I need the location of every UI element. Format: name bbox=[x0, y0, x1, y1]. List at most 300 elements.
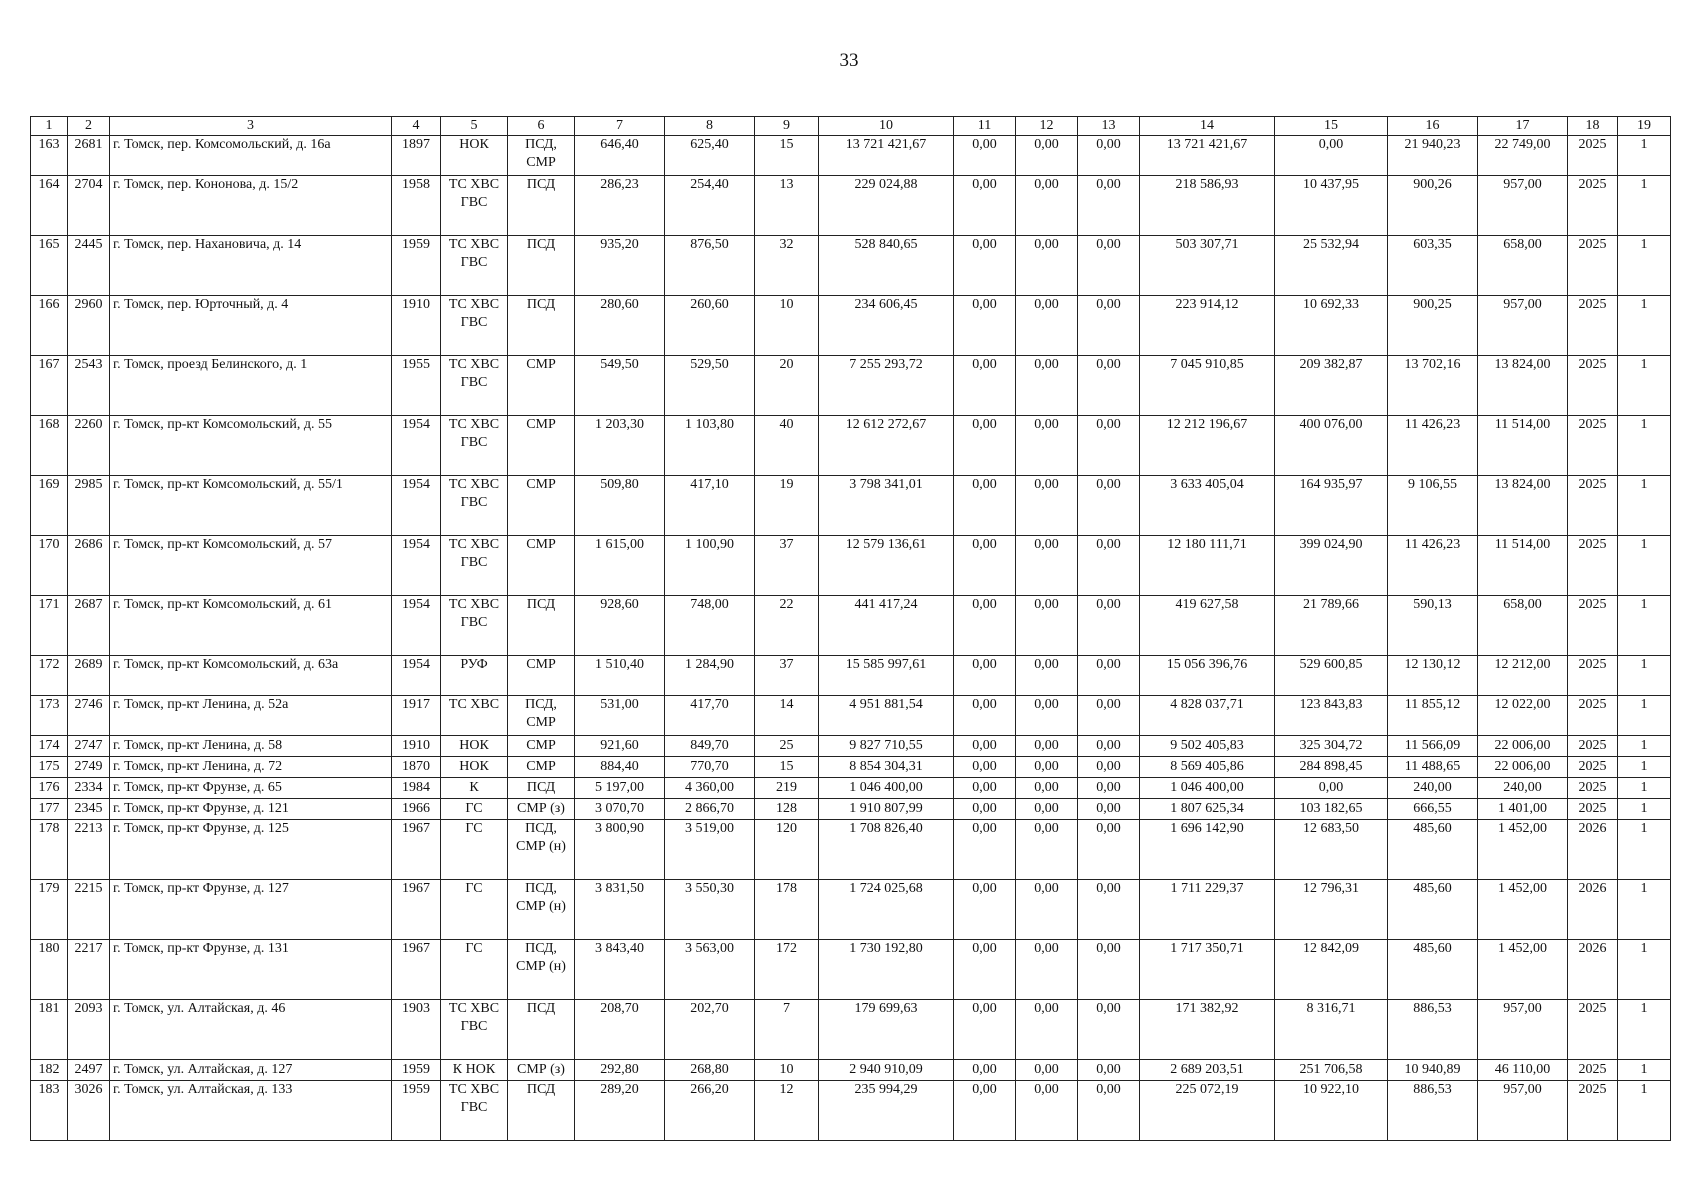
table-cell: 12 683,50 bbox=[1275, 820, 1388, 880]
table-cell: 0,00 bbox=[1275, 136, 1388, 176]
table-cell: 10 940,89 bbox=[1388, 1060, 1478, 1081]
table-cell: 658,00 bbox=[1478, 236, 1568, 296]
header-row bbox=[31, 117, 1671, 136]
table-cell: 234 606,45 bbox=[819, 296, 954, 356]
table-cell: 2686 bbox=[68, 536, 110, 596]
table-cell: 1 910 807,99 bbox=[819, 799, 954, 820]
address-cell: г. Томск, пр-кт Ленина, д. 52а bbox=[110, 696, 392, 736]
address-cell: г. Томск, пер. Нахановича, д. 14 bbox=[110, 236, 392, 296]
table-cell: 0,00 bbox=[1016, 596, 1078, 656]
table-cell: 1 bbox=[1618, 1081, 1671, 1141]
table-cell: 1966 bbox=[392, 799, 441, 820]
table-cell: 1 807 625,34 bbox=[1140, 799, 1275, 820]
table-cell: 280,60 bbox=[575, 296, 665, 356]
table-cell: ГС bbox=[441, 799, 508, 820]
table-cell: 957,00 bbox=[1478, 1081, 1568, 1141]
table-cell: 1 615,00 bbox=[575, 536, 665, 596]
table-cell: ТС ХВС ГВС bbox=[441, 236, 508, 296]
address-cell: г. Томск, ул. Алтайская, д. 133 bbox=[110, 1081, 392, 1141]
table-cell: 260,60 bbox=[665, 296, 755, 356]
table-cell: 2260 bbox=[68, 416, 110, 476]
table-cell: 11 426,23 bbox=[1388, 416, 1478, 476]
table-cell: 2445 bbox=[68, 236, 110, 296]
table-cell: 1954 bbox=[392, 656, 441, 696]
table-cell: 2093 bbox=[68, 1000, 110, 1060]
table-cell: 284 898,45 bbox=[1275, 757, 1388, 778]
table-cell: 0,00 bbox=[1078, 778, 1140, 799]
table-cell: 1 100,90 bbox=[665, 536, 755, 596]
table-cell: 0,00 bbox=[1016, 656, 1078, 696]
table-cell: 0,00 bbox=[1016, 176, 1078, 236]
table-cell: 1 bbox=[1618, 656, 1671, 696]
table-cell: 12 212 196,67 bbox=[1140, 416, 1275, 476]
table-cell: 172 bbox=[755, 940, 819, 1000]
table-cell: 15 585 997,61 bbox=[819, 656, 954, 696]
table-cell: 1903 bbox=[392, 1000, 441, 1060]
table-cell: 32 bbox=[755, 236, 819, 296]
table-cell: 268,80 bbox=[665, 1060, 755, 1081]
table-cell: 1 708 826,40 bbox=[819, 820, 954, 880]
column-header: 13 bbox=[1078, 117, 1140, 136]
column-header: 4 bbox=[392, 117, 441, 136]
table-cell: 1967 bbox=[392, 880, 441, 940]
table-cell: 179 699,63 bbox=[819, 1000, 954, 1060]
table-cell: ПСД bbox=[508, 778, 575, 799]
table-cell: 0,00 bbox=[1016, 416, 1078, 476]
table-cell: НОК bbox=[441, 736, 508, 757]
column-header: 2 bbox=[68, 117, 110, 136]
table-cell: 2681 bbox=[68, 136, 110, 176]
table-cell: 0,00 bbox=[954, 1081, 1016, 1141]
table-cell: 1 717 350,71 bbox=[1140, 940, 1275, 1000]
table-cell: ПСД, СМР bbox=[508, 136, 575, 176]
table-cell: 46 110,00 bbox=[1478, 1060, 1568, 1081]
table-cell: 2025 bbox=[1568, 176, 1618, 236]
table-cell: СМР (з) bbox=[508, 1060, 575, 1081]
column-header: 12 bbox=[1016, 117, 1078, 136]
table-cell: 1 bbox=[1618, 696, 1671, 736]
table-cell: 2025 bbox=[1568, 1060, 1618, 1081]
table-cell: 21 940,23 bbox=[1388, 136, 1478, 176]
table-row bbox=[31, 880, 1671, 940]
table-cell: 325 304,72 bbox=[1275, 736, 1388, 757]
table-cell: СМР (з) bbox=[508, 799, 575, 820]
table-cell: 3 633 405,04 bbox=[1140, 476, 1275, 536]
table-cell: 1954 bbox=[392, 416, 441, 476]
table-cell: 0,00 bbox=[954, 820, 1016, 880]
table-cell: 0,00 bbox=[1016, 1081, 1078, 1141]
address-cell: г. Томск, ул. Алтайская, д. 127 bbox=[110, 1060, 392, 1081]
table-cell: 0,00 bbox=[1016, 778, 1078, 799]
table-cell: 37 bbox=[755, 656, 819, 696]
table-cell: 5 197,00 bbox=[575, 778, 665, 799]
table-cell: 11 426,23 bbox=[1388, 536, 1478, 596]
table-cell: 0,00 bbox=[1078, 536, 1140, 596]
table-cell: 0,00 bbox=[1078, 1081, 1140, 1141]
table-cell: 935,20 bbox=[575, 236, 665, 296]
table-cell: ТС ХВС ГВС bbox=[441, 476, 508, 536]
table-cell: 12 180 111,71 bbox=[1140, 536, 1275, 596]
table-cell: 223 914,12 bbox=[1140, 296, 1275, 356]
table-cell: 3 831,50 bbox=[575, 880, 665, 940]
table-cell: 1870 bbox=[392, 757, 441, 778]
table-cell: ПСД bbox=[508, 296, 575, 356]
table-cell: К bbox=[441, 778, 508, 799]
table-cell: 13 721 421,67 bbox=[819, 136, 954, 176]
table-cell: 0,00 bbox=[954, 356, 1016, 416]
table-cell: 218 586,93 bbox=[1140, 176, 1275, 236]
table-cell: 2 689 203,51 bbox=[1140, 1060, 1275, 1081]
table-cell: 11 566,09 bbox=[1388, 736, 1478, 757]
table-cell: 13 824,00 bbox=[1478, 476, 1568, 536]
table-cell: 417,70 bbox=[665, 696, 755, 736]
address-cell: г. Томск, проезд Белинского, д. 1 bbox=[110, 356, 392, 416]
table-cell: 0,00 bbox=[1078, 880, 1140, 940]
table-cell: 7 bbox=[755, 1000, 819, 1060]
address-cell: г. Томск, пр-кт Комсомольский, д. 63а bbox=[110, 656, 392, 696]
table-cell: 2543 bbox=[68, 356, 110, 416]
table-cell: 11 855,12 bbox=[1388, 696, 1478, 736]
table-cell: 22 006,00 bbox=[1478, 757, 1568, 778]
table-cell: 0,00 bbox=[1078, 757, 1140, 778]
table-cell: СМР bbox=[508, 656, 575, 696]
table-cell: 1 696 142,90 bbox=[1140, 820, 1275, 880]
table-cell: СМР bbox=[508, 736, 575, 757]
table-cell: 0,00 bbox=[1016, 1060, 1078, 1081]
table-cell: 1954 bbox=[392, 596, 441, 656]
table-cell: 0,00 bbox=[954, 236, 1016, 296]
table-cell: СМР bbox=[508, 476, 575, 536]
table-cell: 1954 bbox=[392, 536, 441, 596]
table-cell: 531,00 bbox=[575, 696, 665, 736]
table-cell: 1 510,40 bbox=[575, 656, 665, 696]
table-cell: ТС ХВС ГВС bbox=[441, 176, 508, 236]
table-cell: 1897 bbox=[392, 136, 441, 176]
table-cell: 2689 bbox=[68, 656, 110, 696]
table-row bbox=[31, 136, 1671, 176]
table-cell: 12 796,31 bbox=[1275, 880, 1388, 940]
table-cell: ПСД bbox=[508, 596, 575, 656]
table-cell: 2985 bbox=[68, 476, 110, 536]
table-cell: 0,00 bbox=[1078, 236, 1140, 296]
table-cell: 1 bbox=[1618, 757, 1671, 778]
table-cell: 876,50 bbox=[665, 236, 755, 296]
table-cell: 0,00 bbox=[954, 696, 1016, 736]
table-cell: 166 bbox=[31, 296, 68, 356]
table-cell: 0,00 bbox=[1078, 296, 1140, 356]
table-cell: 8 569 405,86 bbox=[1140, 757, 1275, 778]
table-cell: 1 bbox=[1618, 1060, 1671, 1081]
table-cell: 2025 bbox=[1568, 476, 1618, 536]
table-cell: 164 bbox=[31, 176, 68, 236]
table-cell: 8 316,71 bbox=[1275, 1000, 1388, 1060]
table-cell: 10 922,10 bbox=[1275, 1081, 1388, 1141]
table-cell: 12 212,00 bbox=[1478, 656, 1568, 696]
table-cell: 0,00 bbox=[1016, 757, 1078, 778]
table-cell: 202,70 bbox=[665, 1000, 755, 1060]
table-cell: 1 bbox=[1618, 416, 1671, 476]
table-cell: 178 bbox=[755, 880, 819, 940]
table-cell: ПСД, СМР (н) bbox=[508, 820, 575, 880]
table-cell: 0,00 bbox=[954, 1000, 1016, 1060]
table-row bbox=[31, 736, 1671, 757]
table-cell: 1984 bbox=[392, 778, 441, 799]
table-cell: 0,00 bbox=[1078, 136, 1140, 176]
table-cell: 0,00 bbox=[954, 176, 1016, 236]
table-cell: 1910 bbox=[392, 736, 441, 757]
table-cell: 0,00 bbox=[954, 596, 1016, 656]
table-cell: РУФ bbox=[441, 656, 508, 696]
table-cell: 0,00 bbox=[1016, 356, 1078, 416]
table-row bbox=[31, 596, 1671, 656]
table-cell: 3 843,40 bbox=[575, 940, 665, 1000]
table-cell: 900,25 bbox=[1388, 296, 1478, 356]
table-cell: 7 045 910,85 bbox=[1140, 356, 1275, 416]
table-cell: 9 502 405,83 bbox=[1140, 736, 1275, 757]
table-row bbox=[31, 696, 1671, 736]
table-cell: 37 bbox=[755, 536, 819, 596]
table-cell: 286,23 bbox=[575, 176, 665, 236]
column-header: 8 bbox=[665, 117, 755, 136]
table-cell: 0,00 bbox=[954, 757, 1016, 778]
table-cell: 3 798 341,01 bbox=[819, 476, 954, 536]
table-cell: 485,60 bbox=[1388, 820, 1478, 880]
table-row bbox=[31, 296, 1671, 356]
table-cell: 1910 bbox=[392, 296, 441, 356]
table-cell: 2025 bbox=[1568, 1000, 1618, 1060]
table-cell: 25 bbox=[755, 736, 819, 757]
table-cell: 0,00 bbox=[1016, 1000, 1078, 1060]
table-cell: ПСД bbox=[508, 176, 575, 236]
table-cell: 0,00 bbox=[1016, 236, 1078, 296]
table-cell: 0,00 bbox=[1078, 356, 1140, 416]
table-cell: 3 563,00 bbox=[665, 940, 755, 1000]
table-cell: 0,00 bbox=[1078, 696, 1140, 736]
table-cell: СМР bbox=[508, 757, 575, 778]
address-cell: г. Томск, пр-кт Фрунзе, д. 125 bbox=[110, 820, 392, 880]
address-cell: г. Томск, пер. Юрточный, д. 4 bbox=[110, 296, 392, 356]
table-cell: 2213 bbox=[68, 820, 110, 880]
table-cell: 2217 bbox=[68, 940, 110, 1000]
table-cell: 3 519,00 bbox=[665, 820, 755, 880]
table-cell: 1959 bbox=[392, 1060, 441, 1081]
table-row bbox=[31, 940, 1671, 1000]
table-cell: ТС ХВС ГВС bbox=[441, 536, 508, 596]
table-cell: 1 bbox=[1618, 736, 1671, 757]
table-cell: 183 bbox=[31, 1081, 68, 1141]
table-cell: 2334 bbox=[68, 778, 110, 799]
table-cell: 164 935,97 bbox=[1275, 476, 1388, 536]
table-cell: 1 bbox=[1618, 940, 1671, 1000]
table-cell: 9 106,55 bbox=[1388, 476, 1478, 536]
table-cell: СМР bbox=[508, 356, 575, 416]
table-cell: 2025 bbox=[1568, 136, 1618, 176]
column-header: 11 bbox=[954, 117, 1016, 136]
column-header: 7 bbox=[575, 117, 665, 136]
table-cell: 169 bbox=[31, 476, 68, 536]
table-cell: 2025 bbox=[1568, 1081, 1618, 1141]
table-cell: 1 103,80 bbox=[665, 416, 755, 476]
table-cell: 2025 bbox=[1568, 236, 1618, 296]
table-cell: ГС bbox=[441, 880, 508, 940]
table-cell: 921,60 bbox=[575, 736, 665, 757]
table-cell: 0,00 bbox=[1078, 736, 1140, 757]
table-cell: 0,00 bbox=[1016, 736, 1078, 757]
table-cell: 174 bbox=[31, 736, 68, 757]
table-cell: 658,00 bbox=[1478, 596, 1568, 656]
table-cell: 14 bbox=[755, 696, 819, 736]
table-row bbox=[31, 416, 1671, 476]
table-cell: 2026 bbox=[1568, 880, 1618, 940]
table-cell: 1917 bbox=[392, 696, 441, 736]
table-cell: 0,00 bbox=[954, 656, 1016, 696]
table-cell: 603,35 bbox=[1388, 236, 1478, 296]
table-cell: 235 994,29 bbox=[819, 1081, 954, 1141]
table-cell: 770,70 bbox=[665, 757, 755, 778]
data-table bbox=[30, 116, 1671, 1141]
address-cell: г. Томск, ул. Алтайская, д. 46 bbox=[110, 1000, 392, 1060]
table-cell: ГС bbox=[441, 820, 508, 880]
table-cell: 208,70 bbox=[575, 1000, 665, 1060]
table-cell: 12 612 272,67 bbox=[819, 416, 954, 476]
table-cell: 15 056 396,76 bbox=[1140, 656, 1275, 696]
table-cell: 1958 bbox=[392, 176, 441, 236]
table-cell: 886,53 bbox=[1388, 1000, 1478, 1060]
page-number: 33 bbox=[839, 50, 859, 71]
table-row bbox=[31, 1000, 1671, 1060]
table-cell: 1959 bbox=[392, 1081, 441, 1141]
table-cell: 0,00 bbox=[954, 136, 1016, 176]
table-cell: 0,00 bbox=[1275, 778, 1388, 799]
column-header: 15 bbox=[1275, 117, 1388, 136]
table-cell: 254,40 bbox=[665, 176, 755, 236]
table-cell: 13 824,00 bbox=[1478, 356, 1568, 416]
table-cell: 11 488,65 bbox=[1388, 757, 1478, 778]
table-cell: 0,00 bbox=[1016, 799, 1078, 820]
address-cell: г. Томск, пр-кт Ленина, д. 58 bbox=[110, 736, 392, 757]
address-cell: г. Томск, пр-кт Фрунзе, д. 127 bbox=[110, 880, 392, 940]
table-cell: 590,13 bbox=[1388, 596, 1478, 656]
table-cell: 528 840,65 bbox=[819, 236, 954, 296]
table-cell: 1 bbox=[1618, 536, 1671, 596]
table-cell: 485,60 bbox=[1388, 880, 1478, 940]
address-cell: г. Томск, пр-кт Комсомольский, д. 55 bbox=[110, 416, 392, 476]
table-cell: 13 721 421,67 bbox=[1140, 136, 1275, 176]
table-cell: 9 827 710,55 bbox=[819, 736, 954, 757]
table-cell: 15 bbox=[755, 136, 819, 176]
address-cell: г. Томск, пр-кт Фрунзе, д. 131 bbox=[110, 940, 392, 1000]
table-cell: 10 bbox=[755, 296, 819, 356]
table-cell: 0,00 bbox=[1016, 820, 1078, 880]
table-cell: 20 bbox=[755, 356, 819, 416]
table-cell: 1967 bbox=[392, 820, 441, 880]
table-cell: 163 bbox=[31, 136, 68, 176]
table-cell: 3 800,90 bbox=[575, 820, 665, 880]
table-cell: 2747 bbox=[68, 736, 110, 757]
table-cell: 3 550,30 bbox=[665, 880, 755, 940]
table-cell: 1 452,00 bbox=[1478, 880, 1568, 940]
table-cell: 22 006,00 bbox=[1478, 736, 1568, 757]
table-cell: 0,00 bbox=[954, 778, 1016, 799]
table-cell: 2215 bbox=[68, 880, 110, 940]
table-cell: 13 702,16 bbox=[1388, 356, 1478, 416]
table-cell: 181 bbox=[31, 1000, 68, 1060]
table-cell: 2687 bbox=[68, 596, 110, 656]
table-cell: 849,70 bbox=[665, 736, 755, 757]
table-cell: 2026 bbox=[1568, 940, 1618, 1000]
table-cell: 0,00 bbox=[1016, 136, 1078, 176]
table-cell: 1 bbox=[1618, 356, 1671, 416]
table-cell: 485,60 bbox=[1388, 940, 1478, 1000]
table-cell: 1 711 229,37 bbox=[1140, 880, 1275, 940]
table-cell: 2025 bbox=[1568, 416, 1618, 476]
table-row bbox=[31, 536, 1671, 596]
table-cell: СМР bbox=[508, 536, 575, 596]
table-cell: 2025 bbox=[1568, 778, 1618, 799]
table-cell: 0,00 bbox=[1016, 940, 1078, 1000]
table-row bbox=[31, 820, 1671, 880]
table-cell: ТС ХВС ГВС bbox=[441, 596, 508, 656]
table-cell: 12 022,00 bbox=[1478, 696, 1568, 736]
column-header: 14 bbox=[1140, 117, 1275, 136]
table-cell: 2025 bbox=[1568, 536, 1618, 596]
table-cell: 2704 bbox=[68, 176, 110, 236]
table-cell: НОК bbox=[441, 757, 508, 778]
table-cell: ПСД, СМР bbox=[508, 696, 575, 736]
table-cell: 4 828 037,71 bbox=[1140, 696, 1275, 736]
table-cell: 1959 bbox=[392, 236, 441, 296]
table-cell: 1 bbox=[1618, 296, 1671, 356]
table-cell: 0,00 bbox=[1078, 940, 1140, 1000]
table-row bbox=[31, 356, 1671, 416]
address-cell: г. Томск, пер. Комсомольский, д. 16а bbox=[110, 136, 392, 176]
table-cell: 0,00 bbox=[954, 536, 1016, 596]
table-cell: 3026 bbox=[68, 1081, 110, 1141]
table-cell: 219 bbox=[755, 778, 819, 799]
table-cell: 1 730 192,80 bbox=[819, 940, 954, 1000]
table-cell: 177 bbox=[31, 799, 68, 820]
table-cell: 1 046 400,00 bbox=[1140, 778, 1275, 799]
address-cell: г. Томск, пр-кт Фрунзе, д. 121 bbox=[110, 799, 392, 820]
table-cell: ПСД, СМР (н) bbox=[508, 940, 575, 1000]
table-cell: ПСД, СМР (н) bbox=[508, 880, 575, 940]
table-cell: 0,00 bbox=[1078, 476, 1140, 536]
table-cell: 209 382,87 bbox=[1275, 356, 1388, 416]
table-cell: 1 046 400,00 bbox=[819, 778, 954, 799]
table-cell: 419 627,58 bbox=[1140, 596, 1275, 656]
table-cell: 2497 bbox=[68, 1060, 110, 1081]
table-cell: 179 bbox=[31, 880, 68, 940]
table-cell: 180 bbox=[31, 940, 68, 1000]
address-cell: г. Томск, пр-кт Комсомольский, д. 55/1 bbox=[110, 476, 392, 536]
table-cell: 886,53 bbox=[1388, 1081, 1478, 1141]
table-row bbox=[31, 236, 1671, 296]
table-cell: 1 452,00 bbox=[1478, 940, 1568, 1000]
address-cell: г. Томск, пр-кт Фрунзе, д. 65 bbox=[110, 778, 392, 799]
table-cell: 292,80 bbox=[575, 1060, 665, 1081]
table-cell: 1 bbox=[1618, 799, 1671, 820]
table-cell: ТС ХВС ГВС bbox=[441, 1081, 508, 1141]
table-cell: 13 bbox=[755, 176, 819, 236]
table-cell: 509,80 bbox=[575, 476, 665, 536]
table-cell: 165 bbox=[31, 236, 68, 296]
table-cell: 0,00 bbox=[1016, 296, 1078, 356]
table-cell: 12 579 136,61 bbox=[819, 536, 954, 596]
table-cell: 11 514,00 bbox=[1478, 416, 1568, 476]
table-cell: 748,00 bbox=[665, 596, 755, 656]
table-cell: 40 bbox=[755, 416, 819, 476]
table-cell: 168 bbox=[31, 416, 68, 476]
